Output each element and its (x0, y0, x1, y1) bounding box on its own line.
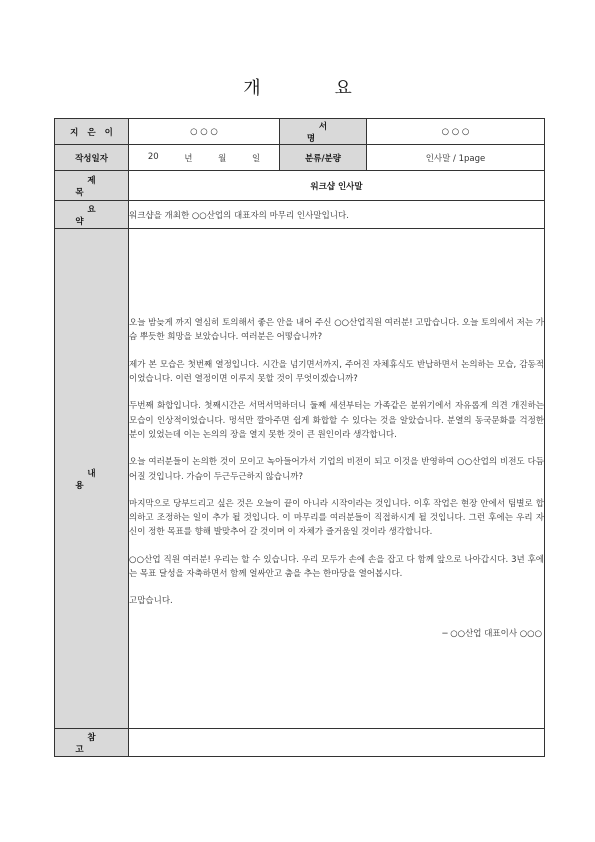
content-paragraph: 제가 본 모습은 첫번째 열정입니다. 시간을 넘기면서까지, 주어진 자체휴식도 반납하면서 논의하는 모습, 감동적이었습니다. 이런 열정이면 이루지 못할 것이 무엇이겠습니까? (129, 359, 544, 385)
note-value (129, 729, 545, 757)
category-label: 분류/분량 (280, 145, 367, 171)
category-value: 인사말 / 1page (367, 145, 545, 171)
note-label: 참 고 (55, 729, 129, 757)
subject-label: 제 목 (55, 171, 129, 201)
author-row (55, 119, 545, 145)
date-row (55, 145, 545, 171)
content-paragraph: 마지막으로 당부드리고 싶은 것은 오늘이 끝이 아니라 시작이라는 것입니다. 이후 작업은 현장 안에서 팀별로 합의하고 조정하는 일이 추가 될 것입니다. 이 마무리를 여러분들이 직접하시게 될 것입니다. 그런 후에는 우리 자신이 정한 목표를 향해 발맞추어 갈 것이며 이 자체가 즐거움일 것이라 생각합니다. (129, 498, 544, 538)
subject-row (55, 171, 545, 201)
content-row (55, 229, 545, 729)
summary-label: 요 약 (55, 201, 129, 229)
author-label: 지은이 (55, 119, 129, 145)
document-title: 개 요 (243, 78, 386, 99)
date-label: 작성일자 (55, 145, 129, 171)
summary-row (55, 201, 545, 229)
date-value (129, 145, 280, 171)
sign-label: 서 명 (280, 119, 367, 145)
date-month-unit: 월 (218, 153, 227, 164)
content-paragraph: ○○산업 직원 여러분! 우리는 할 수 있습니다. 우리 모두가 손에 손을 잡고 다 함께 앞으로 나아갑시다. 3년 후에는 목표 달성을 자축하면서 함께 얼싸안고 춤을 추는 한마당을 열어봅시다. (129, 554, 544, 579)
content-paragraph: 오늘 여러분들이 논의한 것이 모이고 녹아들어가서 기업의 비전이 되고 이것을 반영하여 ○○산업의 비전도 다듬어질 것입니다. 가슴이 두근두근하지 않습니까? (129, 457, 544, 482)
content-paragraph: 오늘 밤늦게 까지 열심히 토의해서 좋은 안을 내어 주신 ○○산업직원 여러분! 고맙습니다. 오늘 토의에서 저는 가슴 뿌듯한 희망을 보았습니다. 여러분은 어떻습니까? (129, 318, 544, 343)
content-label: 내 용 (55, 229, 129, 729)
summary-value: 워크샵을 개최한 ○○산업의 대표자의 마무리 인사말입니다. (129, 201, 545, 229)
sign-value: ○ ○ ○ (367, 119, 545, 145)
content-paragraph: 고맙습니다. (129, 596, 173, 607)
overview-form-table (54, 118, 545, 757)
date-year: 20 (147, 151, 159, 162)
note-row (55, 729, 545, 757)
subject-value: 워크샵 인사말 (129, 171, 545, 201)
date-year-unit: 년 (184, 153, 193, 164)
author-value: ○ ○ ○ (129, 119, 280, 145)
content-body (129, 229, 545, 729)
signature: ─ ○○산업 대표이사 ○○○ (442, 628, 542, 639)
content-paragraph: 두번째 화합입니다. 첫째시간은 서먹서먹하더니 둘째 세션부터는 가족같은 분위기에서 자유롭게 의견 개진하는 모습이 인상적이었습니다. 멍석만 깔아주면 쉽게 화합할 수 있다는 것을 알았습니다. 분열의 동국문화를 걱정한 분이 있었는데 이는 논의의 장을 열지 못한 것이 큰 원인이라 생각합니다. (129, 401, 544, 440)
date-day-unit: 일 (251, 153, 261, 164)
